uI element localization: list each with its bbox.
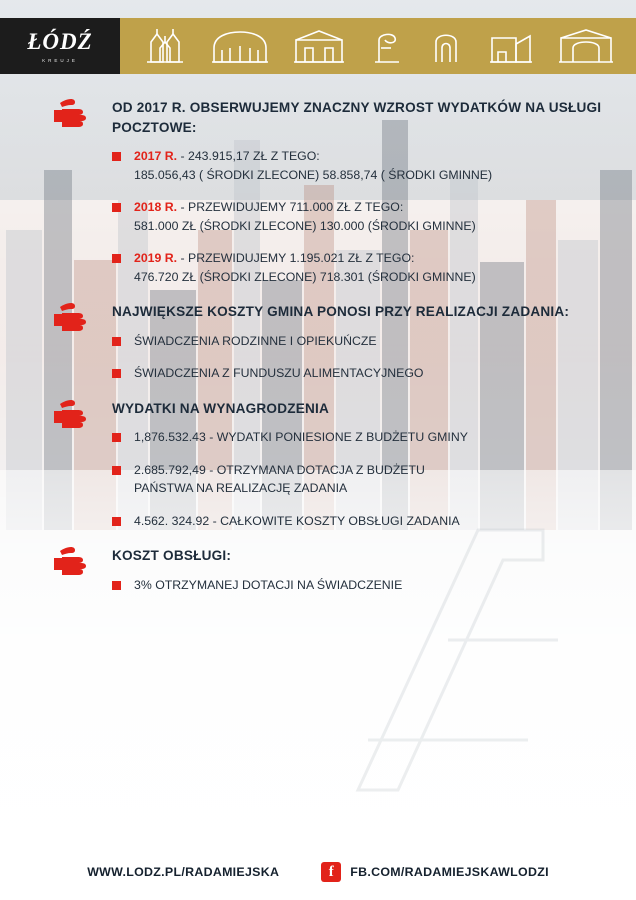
bullet-square-icon [112, 152, 121, 161]
content-body [0, 96, 636, 608]
section-postal-costs [0, 96, 636, 286]
bullet-square-icon [112, 369, 121, 378]
section-service-cost [0, 544, 636, 594]
list-item [112, 198, 606, 235]
bullet-square-icon [112, 466, 121, 475]
section-item-list [112, 147, 606, 286]
section-title: OD 2017 R. OBSERWUJEMY ZNACZNY WZROST WYDATKÓW NA USŁUGI POCZTOWE: [112, 100, 602, 135]
bullet-square-icon [112, 337, 121, 346]
bullet-square-icon [112, 581, 121, 590]
item-line1: 1,876.532.43 - WYDATKI PONIESIONE Z BUDŻETU GMINY [134, 430, 468, 445]
pointing-hand-icon [52, 544, 92, 578]
header-bar [0, 18, 636, 74]
landmark-icon-band [120, 18, 636, 74]
section-title: KOSZT OBSŁUGI: [112, 548, 232, 564]
item-line2: PAŃSTWA NA REALIZACJĘ ZADANIA [134, 481, 348, 496]
monument-icon [367, 26, 407, 66]
list-item [112, 332, 606, 350]
section-salary-expenses [0, 397, 636, 530]
item-line2: 185.056,43 ( ŚRODKI ZLECONE) 58.858,74 ( ŚRODKI GMINNE) [134, 167, 493, 182]
item-line1: ŚWIADCZENIA RODZINNE I OPIEKUŃCZE [134, 333, 377, 348]
list-item [112, 428, 606, 446]
gate-icon [557, 26, 615, 66]
item-line1: - 243.915,17 ZŁ Z TEGO: [177, 149, 320, 164]
section-item-list [112, 332, 606, 383]
bottom-strip [0, 892, 636, 900]
factory-icon [486, 26, 536, 66]
section-title: WYDATKI NA WYNAGRODZENIA [112, 400, 329, 416]
pointing-hand-icon [52, 397, 92, 431]
lodz-logo [0, 18, 120, 74]
bullet-square-icon [112, 517, 121, 526]
bullet-square-icon [112, 203, 121, 212]
item-line1: - PRZEWIDUJEMY 1.195.021 ZŁ Z TEGO: [177, 251, 415, 266]
arch-icon [428, 26, 464, 66]
section-item-list [112, 428, 606, 530]
list-item [112, 512, 606, 530]
bullet-square-icon [112, 433, 121, 442]
item-line2: 581.000 ZŁ (ŚRODKI ZLECONE) 130.000 (ŚRODKI GMINNE) [134, 218, 476, 233]
item-line2: 476.720 ZŁ (ŚRODKI ZLECONE) 718.301 (ŚRODKI GMINNE) [134, 269, 476, 284]
bullet-square-icon [112, 254, 121, 263]
section-item-list [112, 576, 606, 594]
pointing-hand-icon [52, 300, 92, 334]
logo-text: ŁÓDŹ [27, 28, 93, 54]
footer-bar [0, 862, 636, 882]
item-line1: 2.685.792,49 - OTRZYMANA DOTACJA Z BUDŻETU [134, 462, 425, 477]
item-line1: 3% OTRZYMANEJ DOTACJI NA ŚWIADCZENIE [134, 577, 403, 592]
list-item [112, 461, 606, 498]
item-year: 2018 R. [134, 200, 178, 215]
item-line1: - PRZEWIDUJEMY 711.000 ZŁ Z TEGO: [177, 200, 404, 215]
section-title: NAJWIĘKSZE KOSZTY GMINA PONOSI PRZY REALIZACJI ZADANIA: [112, 304, 570, 320]
item-year: 2017 R. [134, 149, 178, 164]
logo-subtitle: KREUJE [42, 57, 78, 63]
item-year: 2019 R. [134, 251, 178, 266]
list-item [112, 576, 606, 594]
item-line1: 4.562. 324.92 - CAŁKOWITE KOSZTY OBSŁUGI ZADANIA [134, 513, 460, 528]
facebook-link[interactable] [321, 862, 549, 882]
list-item [112, 147, 606, 184]
facebook-label: FB.COM/RADAMIEJSKAWLODZI [350, 865, 549, 879]
section-largest-costs [0, 300, 636, 383]
palace-icon [292, 26, 346, 66]
item-line1: ŚWIADCZENIA Z FUNDUSZU ALIMENTACYJNEGO [134, 366, 424, 381]
market-hall-icon [210, 26, 270, 66]
website-link[interactable]: WWW.LODZ.PL/RADAMIEJSKA [87, 865, 280, 879]
church-icon [141, 26, 189, 66]
pointing-hand-icon [52, 96, 92, 130]
list-item [112, 364, 606, 382]
facebook-icon: f [321, 862, 341, 882]
list-item [112, 249, 606, 286]
